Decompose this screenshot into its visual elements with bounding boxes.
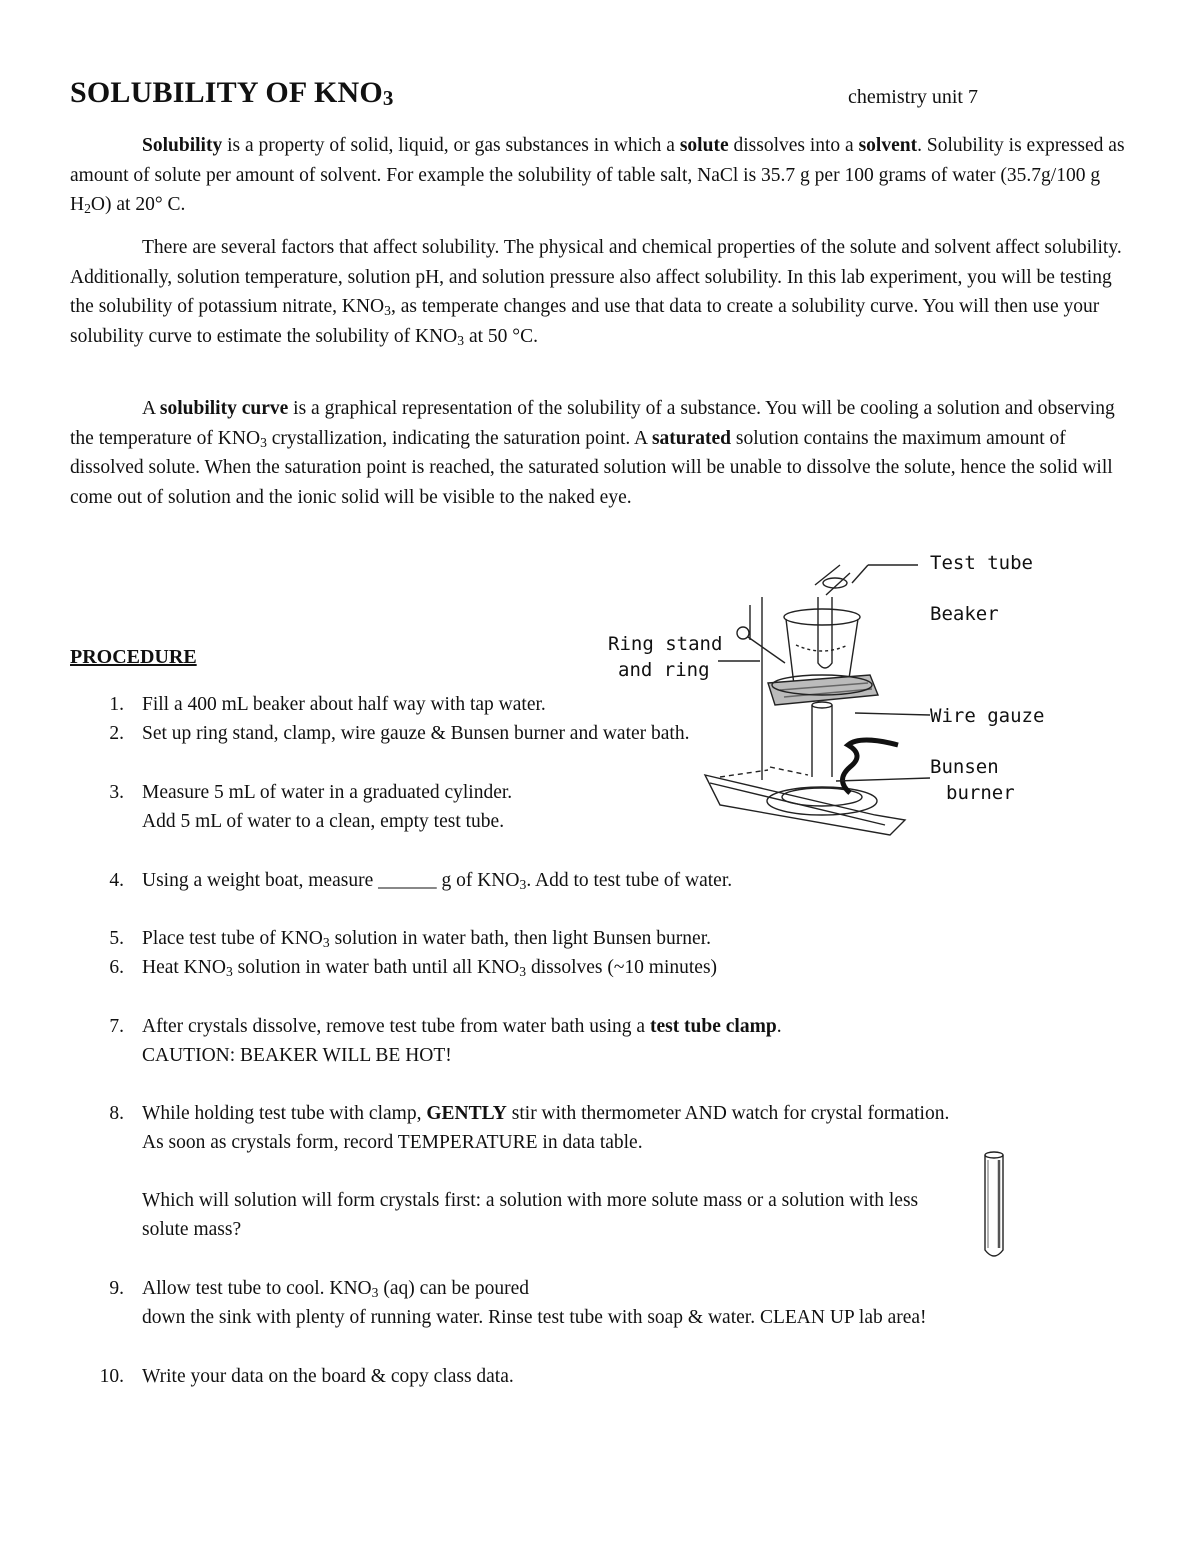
intro-paragraph-3: A solubility curve is a graphical representation of the solubility of a substance. You will be cooling a solution and observing the temperature of $KNO_3$ crystallization, indicating the saturation point. A saturated solution contains the maximum amount of dissolved solute. When the saturation point is reached, the saturated solution will be unable to dissolve the solute, hence the solid will come out of solution and the ionic solid will be visible to the naked eye. <box>70 398 1115 508</box>
intro-paragraph-1: Solubility is a property of solid, liquid, or gas substances in which a solute dissolves into a solvent. Solubility is expressed as amount of solute per amount of solvent. For example the solubility of table salt, NaCl is 35.7 g per 100 grams of water (35.7g/100 g $H_2O$) at 20° C. <box>70 135 1125 216</box>
label-beaker: Beaker <box>930 603 999 625</box>
unit-label: chemistry unit 7 <box>848 86 978 108</box>
label-ring-stand-2: and ring <box>618 659 710 681</box>
question-line-1: Which will solution will form crystals first: a solution with more solute mass or a solution with less <box>142 1190 919 1211</box>
gas-hose <box>843 740 899 793</box>
label-test-tube: Test tube <box>930 552 1033 574</box>
test-tube-in-beaker <box>818 597 832 668</box>
caution-text: CAUTION: BEAKER WILL BE HOT! <box>142 1045 452 1066</box>
procedure-heading: PROCEDURE <box>70 646 197 668</box>
apparatus-diagram <box>600 545 1070 855</box>
label-ring-stand-1: Ring stand <box>608 633 723 655</box>
list-item-continuation: Add 5 mL of water to a clean, empty test tube. <box>142 811 505 832</box>
list-item-continuation: As soon as crystals form, record TEMPERATURE in data table. <box>142 1132 643 1153</box>
test-tube-icon <box>982 1150 1006 1262</box>
question-line-2: solute mass? <box>142 1219 242 1240</box>
beaker <box>784 609 860 625</box>
list-item-continuation: down the sink with plenty of running water. Rinse test tube with soap & water. CLEAN UP lab area! <box>142 1307 927 1328</box>
label-bunsen-1: Bunsen <box>930 756 999 778</box>
label-bunsen-2: burner <box>946 782 1015 804</box>
mass-blank[interactable]: ______ <box>378 870 437 891</box>
page-title: SOLUBILITY OF $KNO_3$ <box>70 76 394 110</box>
label-wire-gauze: Wire gauze <box>930 705 1045 727</box>
intro-paragraph-2: There are several factors that affect solubility. The physical and chemical properties of the solute and solvent affect solubility. Additionally, solution temperature, solution pH, and solution pressure also affect solubility. In this lab experiment, you will be testing the solubility of potassium nitrate, $KNO_3$, as temperate changes and use that data to create a solubility curve. You will then use your solubility curve to estimate the solubility of $KNO_3$ at 50 °C. <box>70 237 1122 348</box>
